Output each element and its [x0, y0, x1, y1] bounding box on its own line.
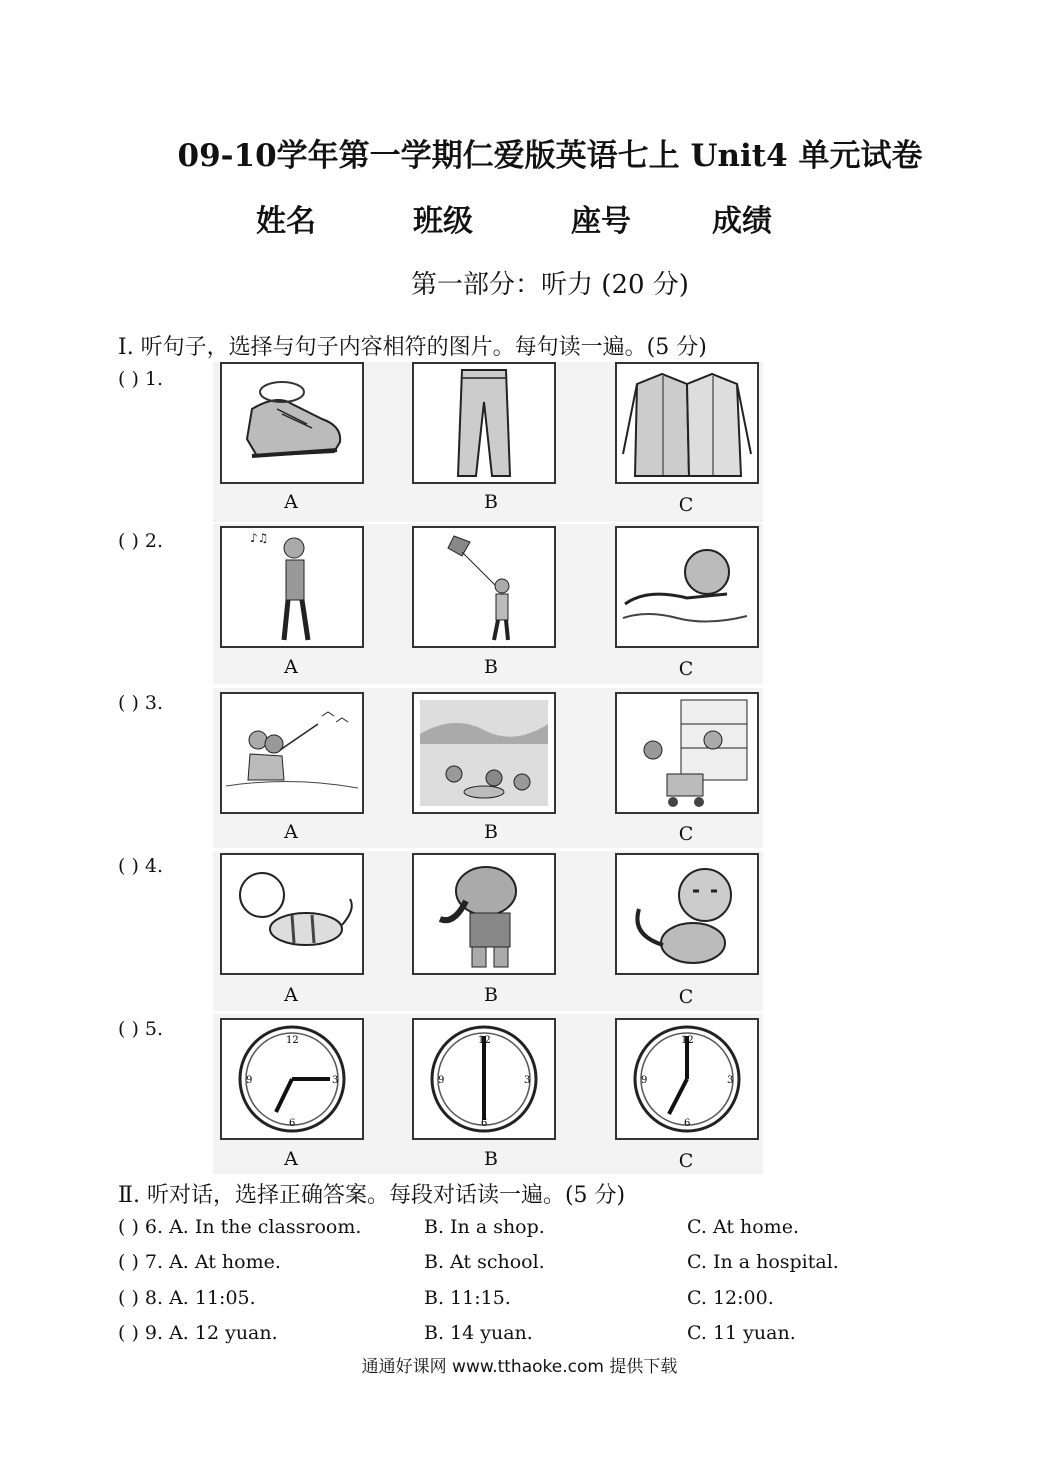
option-label: B [484, 491, 498, 513]
seat-field-label: 座号 [571, 204, 631, 239]
name-field-label: 姓名 [256, 204, 316, 239]
question-option-b: B. In a shop. [424, 1216, 545, 1238]
question-option-c: C. At home. [687, 1216, 799, 1238]
exam-title: 09-10学年第一学期仁爱版英语七上 Unit4 单元试卷 [177, 138, 923, 174]
clock-picture [412, 1018, 556, 1140]
question-option-c: C. 11 yuan. [687, 1322, 796, 1344]
shirts-picture [615, 362, 759, 484]
svg-text:9: 9 [641, 1075, 648, 1086]
question-option-c: C. In a hospital. [687, 1251, 839, 1273]
svg-text:6: 6 [481, 1118, 488, 1129]
picnic-picture [412, 692, 556, 814]
option-label: A [284, 1148, 298, 1170]
question-option-c: C. 12:00. [687, 1287, 774, 1309]
question-option-b: B. At school. [424, 1251, 545, 1273]
fishing-picture [220, 692, 364, 814]
class-field-label: 班级 [413, 204, 473, 239]
clock-picture [220, 1018, 364, 1140]
section1-heading: Ⅰ. 听句子，选择与句子内容相符的图片。每句读一遍。(5 分) [118, 335, 707, 360]
shoe-picture [220, 362, 364, 484]
option-label: A [284, 984, 298, 1006]
clock-picture [615, 1018, 759, 1140]
option-label: B [484, 1148, 498, 1170]
svg-text:3: 3 [332, 1075, 339, 1086]
section2-heading: Ⅱ. 听对话，选择正确答案。每段对话读一遍。(5 分) [118, 1183, 626, 1208]
option-label: C [678, 658, 694, 680]
option-label: C [678, 494, 694, 516]
svg-text:9: 9 [246, 1075, 253, 1086]
svg-text:3: 3 [727, 1075, 734, 1086]
svg-text:6: 6 [684, 1118, 691, 1129]
elephant-picture [412, 853, 556, 975]
svg-text:12: 12 [681, 1035, 694, 1046]
svg-text:♪♫: ♪♫ [250, 531, 269, 545]
svg-text:6: 6 [289, 1118, 296, 1129]
question-number: ( ) 3. [118, 692, 164, 714]
tiger-picture [615, 853, 759, 975]
question-number: ( ) 1. [118, 368, 164, 390]
question-option-a: ( ) 9. A. 12 yuan. [118, 1322, 278, 1344]
question-option-b: B. 11:15. [424, 1287, 511, 1309]
option-label: B [484, 984, 498, 1006]
option-label: A [284, 821, 298, 843]
svg-text:3: 3 [524, 1075, 531, 1086]
option-label: C [678, 986, 694, 1008]
footer-credit: 通通好课网 www.tthaoke.com 提供下载 [361, 1357, 678, 1377]
swimming-picture [615, 526, 759, 648]
option-label: A [284, 656, 298, 678]
score-field-label: 成绩 [712, 204, 772, 239]
option-label: B [484, 821, 498, 843]
option-label: B [484, 656, 498, 678]
svg-text:12: 12 [478, 1035, 491, 1046]
trousers-picture [412, 362, 556, 484]
kite-flying-picture [412, 526, 556, 648]
singing-boy-picture [220, 526, 364, 648]
question-option-b: B. 14 yuan. [424, 1322, 533, 1344]
option-label: A [284, 491, 298, 513]
svg-text:9: 9 [438, 1075, 445, 1086]
question-option-a: ( ) 6. A. In the classroom. [118, 1216, 362, 1238]
question-number: ( ) 5. [118, 1018, 164, 1040]
question-option-a: ( ) 7. A. At home. [118, 1251, 281, 1273]
question-number: ( ) 2. [118, 530, 164, 552]
tiger-cub-picture [220, 853, 364, 975]
question-option-a: ( ) 8. A. 11:05. [118, 1287, 256, 1309]
option-label: C [678, 823, 694, 845]
svg-text:12: 12 [286, 1035, 299, 1046]
option-label: C [678, 1150, 694, 1172]
question-number: ( ) 4. [118, 855, 164, 877]
part-heading: 第一部分：听力 (20 分) [411, 270, 689, 300]
shopping-picture [615, 692, 759, 814]
